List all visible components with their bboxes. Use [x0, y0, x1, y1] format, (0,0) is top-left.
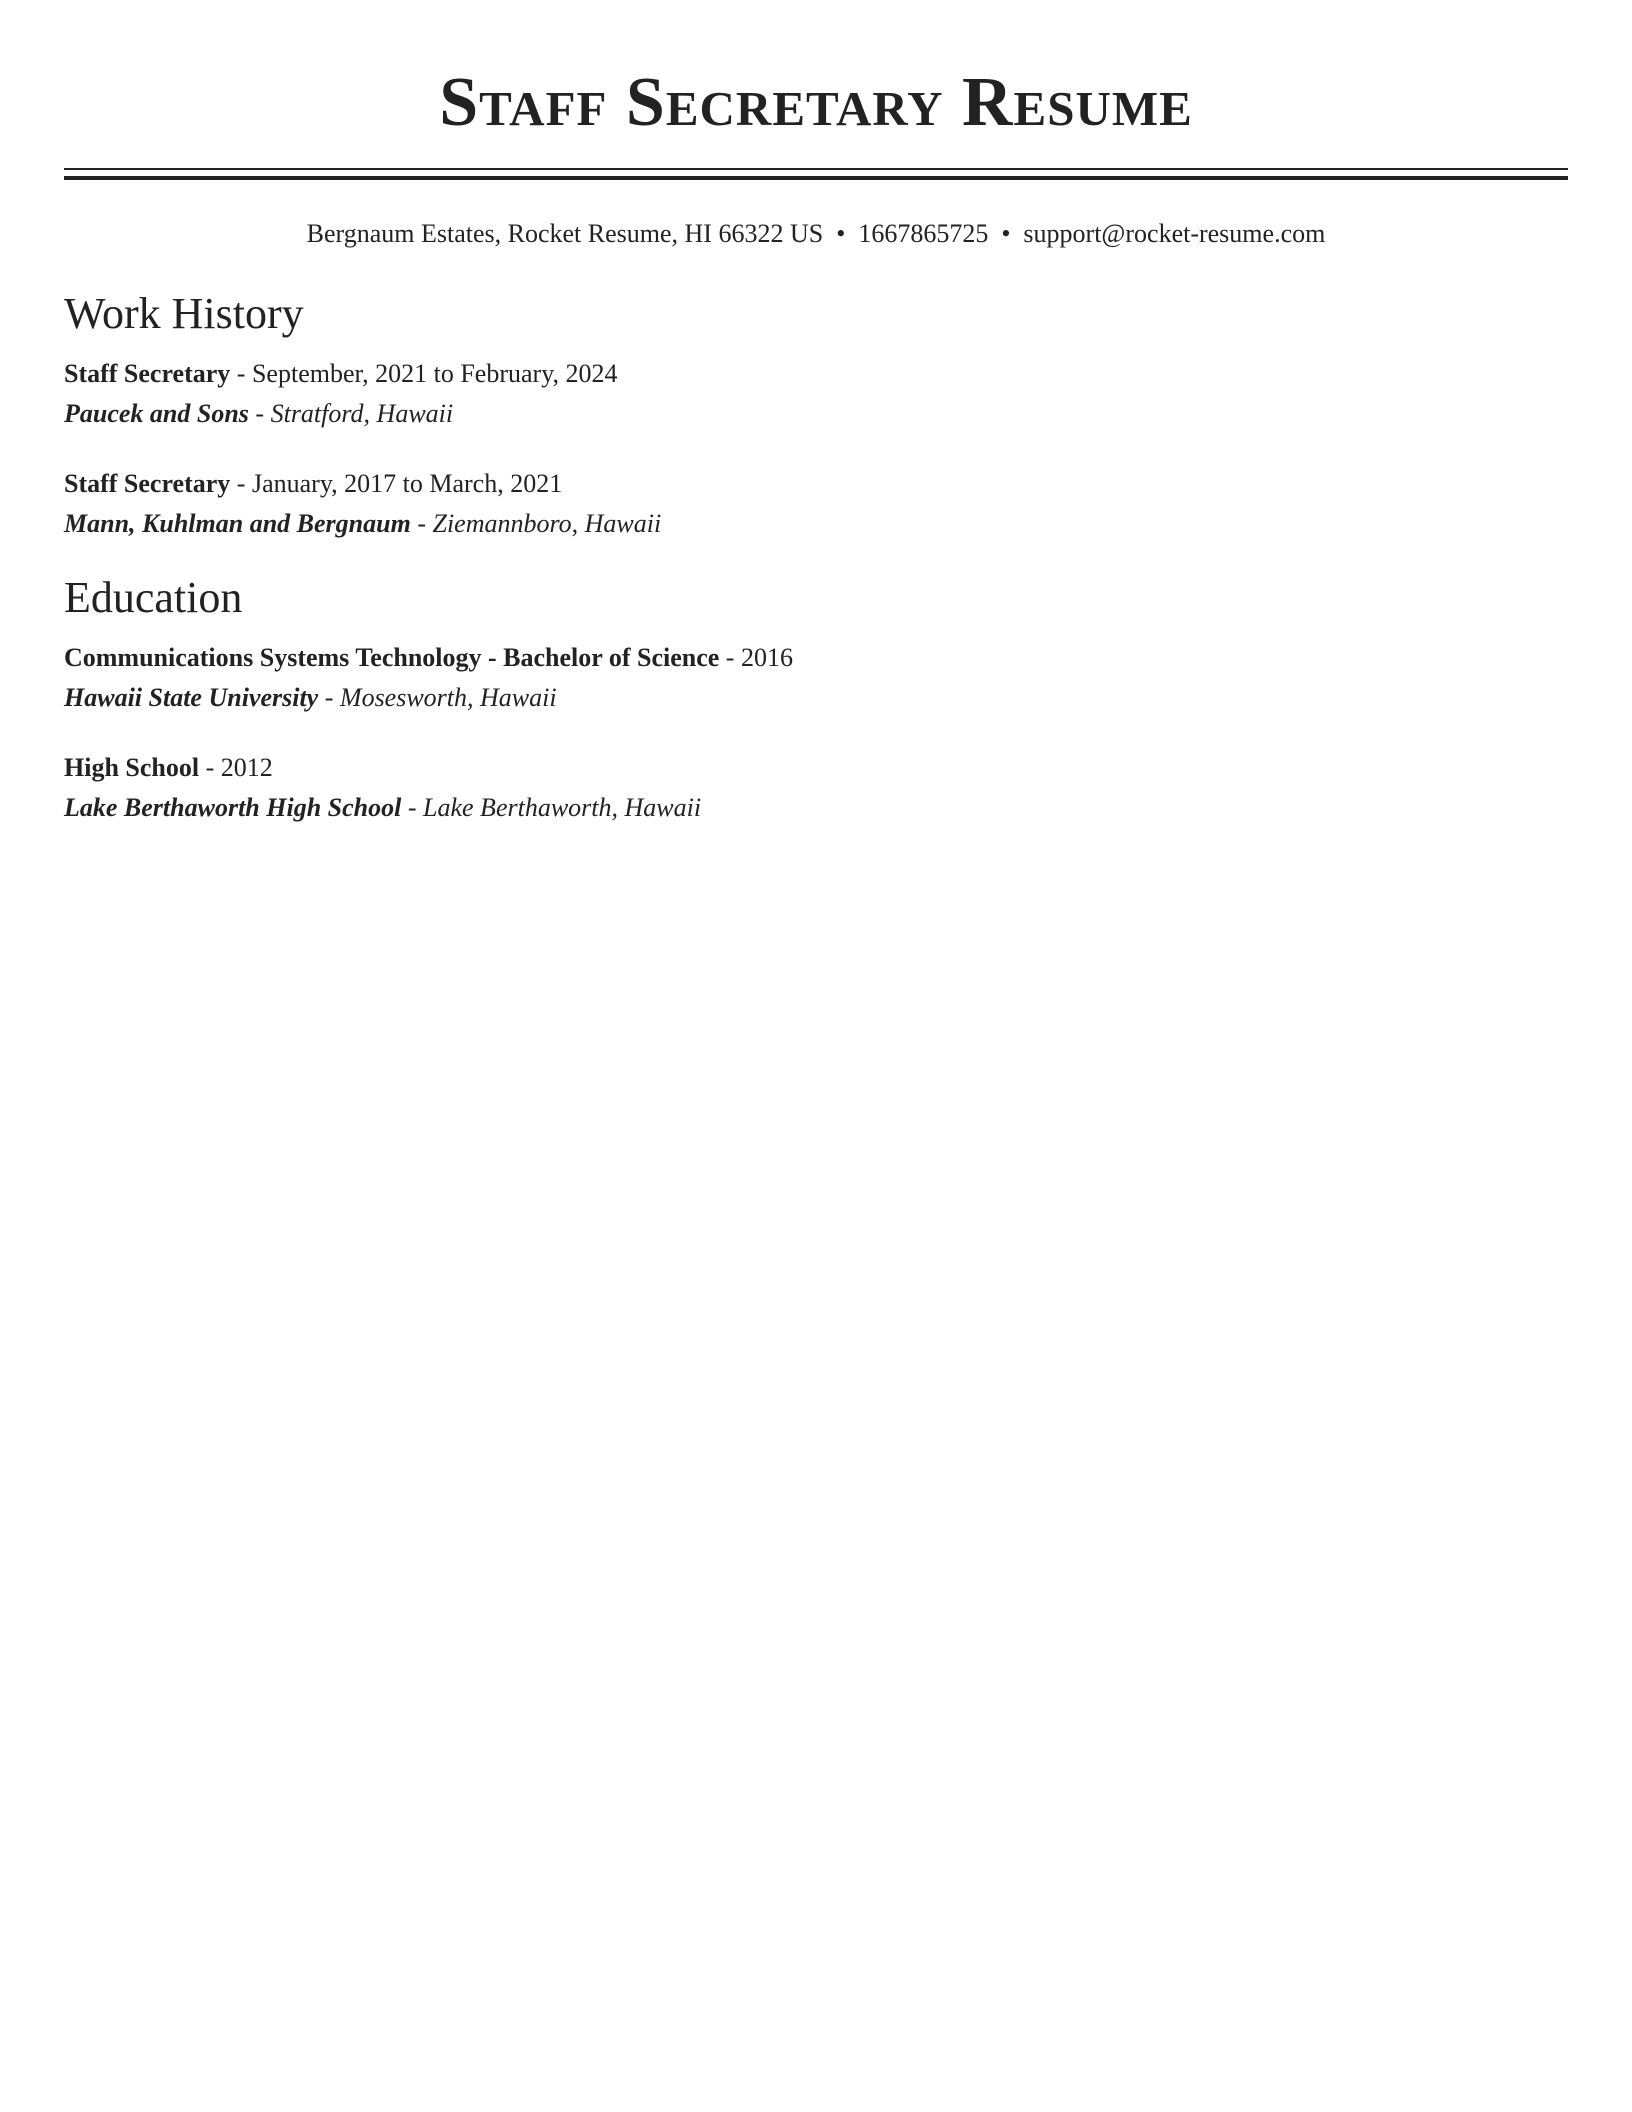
contact-line	[64, 216, 1568, 252]
dash: -	[230, 469, 252, 498]
school-location: Mosesworth, Hawaii	[339, 683, 557, 712]
school-location: Lake Berthaworth, Hawaii	[423, 793, 702, 822]
work-entry-role-line	[64, 464, 1568, 504]
dash: -	[248, 399, 271, 428]
graduation-year: 2016	[740, 643, 793, 672]
degree-name: High School	[64, 753, 200, 782]
title-divider	[64, 168, 1568, 180]
employer-location: Stratford, Hawaii	[270, 399, 454, 428]
contact-email: support@rocket-resume.com	[1023, 219, 1326, 248]
education-heading: Education	[64, 573, 243, 622]
dash: -	[318, 683, 340, 712]
employer-location: Ziemannboro, Hawaii	[432, 509, 662, 538]
page-title: Staff Secretary Resume	[439, 64, 1193, 141]
contact-separator: •	[836, 219, 846, 248]
education-entry	[64, 748, 1568, 828]
education-entry-school-line	[64, 788, 1568, 828]
work-entry-role-line	[64, 354, 1568, 394]
school-name: Hawaii State University	[64, 683, 319, 712]
work-entry	[64, 354, 1568, 434]
job-dates: September, 2021 to February, 2024	[251, 359, 618, 388]
job-title: Staff Secretary	[64, 469, 231, 498]
graduation-year: 2012	[220, 753, 273, 782]
employer-name: Mann, Kuhlman and Bergnaum	[64, 509, 411, 538]
contact-address: Bergnaum Estates, Rocket Resume, HI 66322 US	[306, 219, 824, 248]
contact-phone: 1667865725	[858, 219, 989, 248]
employer-name: Paucek and Sons	[64, 399, 249, 428]
dash: -	[230, 359, 252, 388]
job-title: Staff Secretary	[64, 359, 231, 388]
dash: -	[199, 753, 221, 782]
dash: -	[410, 509, 433, 538]
education-entry	[64, 638, 1568, 718]
dash: -	[719, 643, 741, 672]
work-entry	[64, 464, 1568, 544]
work-entry-employer-line	[64, 394, 1568, 434]
work-entry-employer-line	[64, 504, 1568, 544]
contact-separator: •	[1001, 219, 1011, 248]
work-history-heading: Work History	[64, 289, 304, 338]
job-dates: January, 2017 to March, 2021	[251, 469, 563, 498]
dash: -	[401, 793, 424, 822]
education-entry-school-line	[64, 678, 1568, 718]
degree-name: Communications Systems Technology - Bachelor of Science	[64, 643, 720, 672]
education-entry-degree-line	[64, 748, 1568, 788]
school-name: Lake Berthaworth High School	[64, 793, 402, 822]
education-entry-degree-line	[64, 638, 1568, 678]
